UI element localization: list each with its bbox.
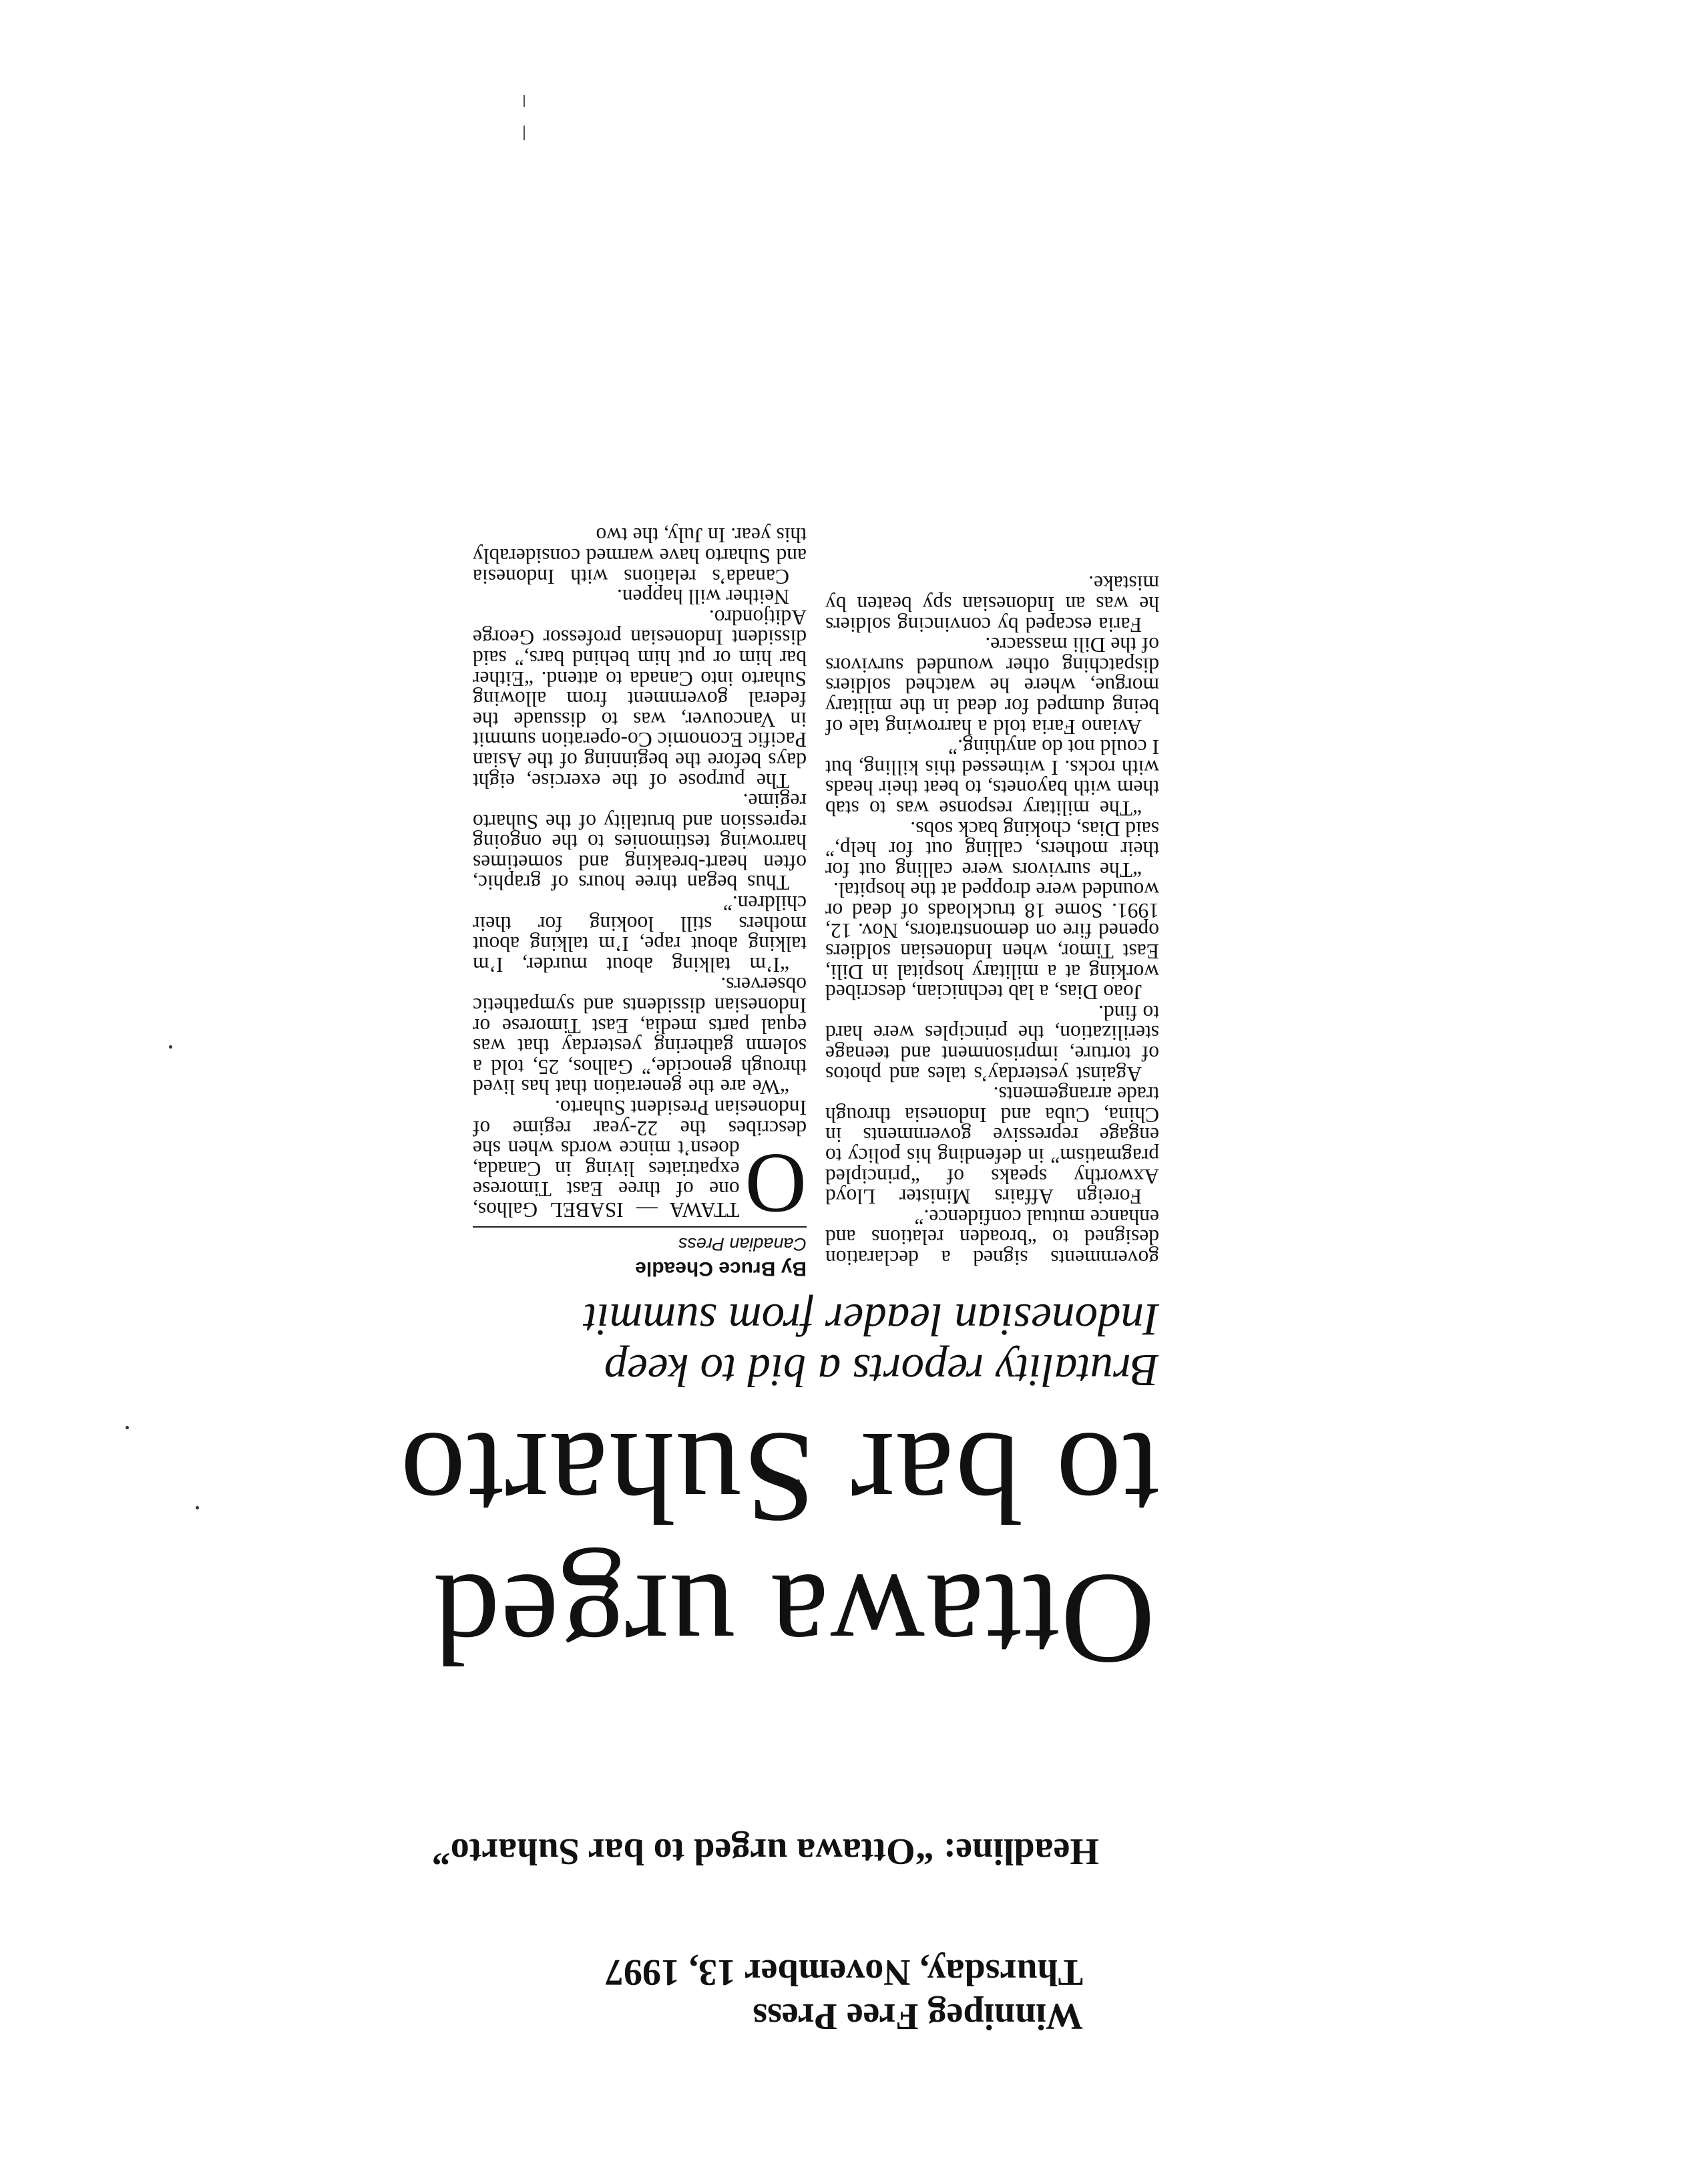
article-column-1 [473, 525, 807, 1288]
paragraph: Faria escaped by convincing soldiers he was an Indonesian spy beaten by mistake. [825, 572, 1159, 636]
paragraph: Joao Dias, a lab technician, described working at a military hospital in Dili, East Timor, when Indonesian soldiers opened fire on demonstrators, Nov. 12, 1991. Some 18 truckloads of dead or wounded were dropped at the hospital. [825, 878, 1159, 1005]
scan-speck [196, 1506, 199, 1509]
article-column-2 [825, 573, 1159, 1268]
subhead-line-1: Brutality reports a bid to keep [604, 1345, 1159, 1396]
dropcap: O [745, 1136, 807, 1231]
byline: By Bruce Cheadle [635, 1258, 807, 1280]
newspaper-clipping [399, 33, 1159, 1692]
paragraph: Neither will happen. [616, 585, 789, 609]
subhead-line-2: Indonesian leader from summit [584, 1294, 1159, 1345]
paragraph: O TTAWA — ISABEL Galhos, one of three East Timorese expatriates living in Canada, doesn’t mince words when she describes the 22-year regime of Indonesian President Suharto. [473, 1096, 807, 1231]
source-note [382, 1950, 1083, 2038]
margin-mark [523, 126, 525, 140]
paragraph: Canada’s relations with Indonesia and Suharto have warmed considerably this year. In July, the two [473, 524, 807, 588]
subheadline [491, 1294, 1159, 1396]
headline-note: Headline: “Ottawa urged to bar Suharto” [431, 1831, 1099, 1872]
headline: to bar Suharto [399, 1405, 1159, 1550]
paragraph: Aviano Faria told a harrowing tale of being dumped for dead in the military morgue, where he watched soldiers dispatching other wounded survivors of the Dili massacre. [825, 633, 1159, 739]
cut-headline [433, 1547, 1159, 1692]
scan-speck [169, 1045, 172, 1049]
margin-mark [523, 95, 525, 107]
paragraph: “I’m talking about murder, I’m talking about rape, I’m talking about mothers still looking for their children.” [473, 892, 807, 976]
paragraph: “The survivors were calling out for their mothers, calling out for help,” said Dias, choking back sobs. [825, 817, 1159, 882]
paragraph: The purpose of the exercise, eight days before the beginning of the Asian Pacific Economic Co-operation summit in Vancouver, was to dissuade the federal government from allowing Suharto into Canada to attend. “Either bar him or put him behind bars,” said dissident Indonesian professor George Aditjondro. [473, 605, 807, 793]
agency: Canadian Press [473, 1226, 807, 1256]
publication-date: Thursday, November 13, 1997 [604, 1952, 1083, 1993]
paper-name: Winnipeg Free Press [753, 1996, 1083, 2037]
cut-headline-text: Ottawa urged [433, 1547, 1155, 1692]
paragraph: Against yesterday’s tales and photos of torture, imprisonment and teenage sterilization, the principles were hard to find. [825, 1000, 1159, 1086]
paragraph: Thus began three hours of graphic, often heart-breaking and sometimes harrowing testimonies to the ongoing repression and brutality of the Suharto regime. [473, 789, 807, 895]
paragraph: Foreign Affairs Minister Lloyd Axworthy speaks of “principled pragmatism” in defending his policy to engage repressive governments in China, Cuba and Indonesia through trade arrangements. [825, 1083, 1159, 1209]
scan-speck [126, 1426, 129, 1429]
paragraph: “We are the generation that has lived through genocide,” Galhos, 25, told a solemn gathering yesterday that was equal parts media, East Timorese or Indonesian dissidents and sympathetic observers. [473, 973, 807, 1099]
paragraph: governments signed a declaration designed to “broaden relations and enhance mutual confidence.” [825, 1205, 1159, 1270]
paragraph: “The military response was to stab them with bayonets, to beat their heads with rocks. I witnessed this killing, but I could not do anything.” [825, 735, 1159, 820]
